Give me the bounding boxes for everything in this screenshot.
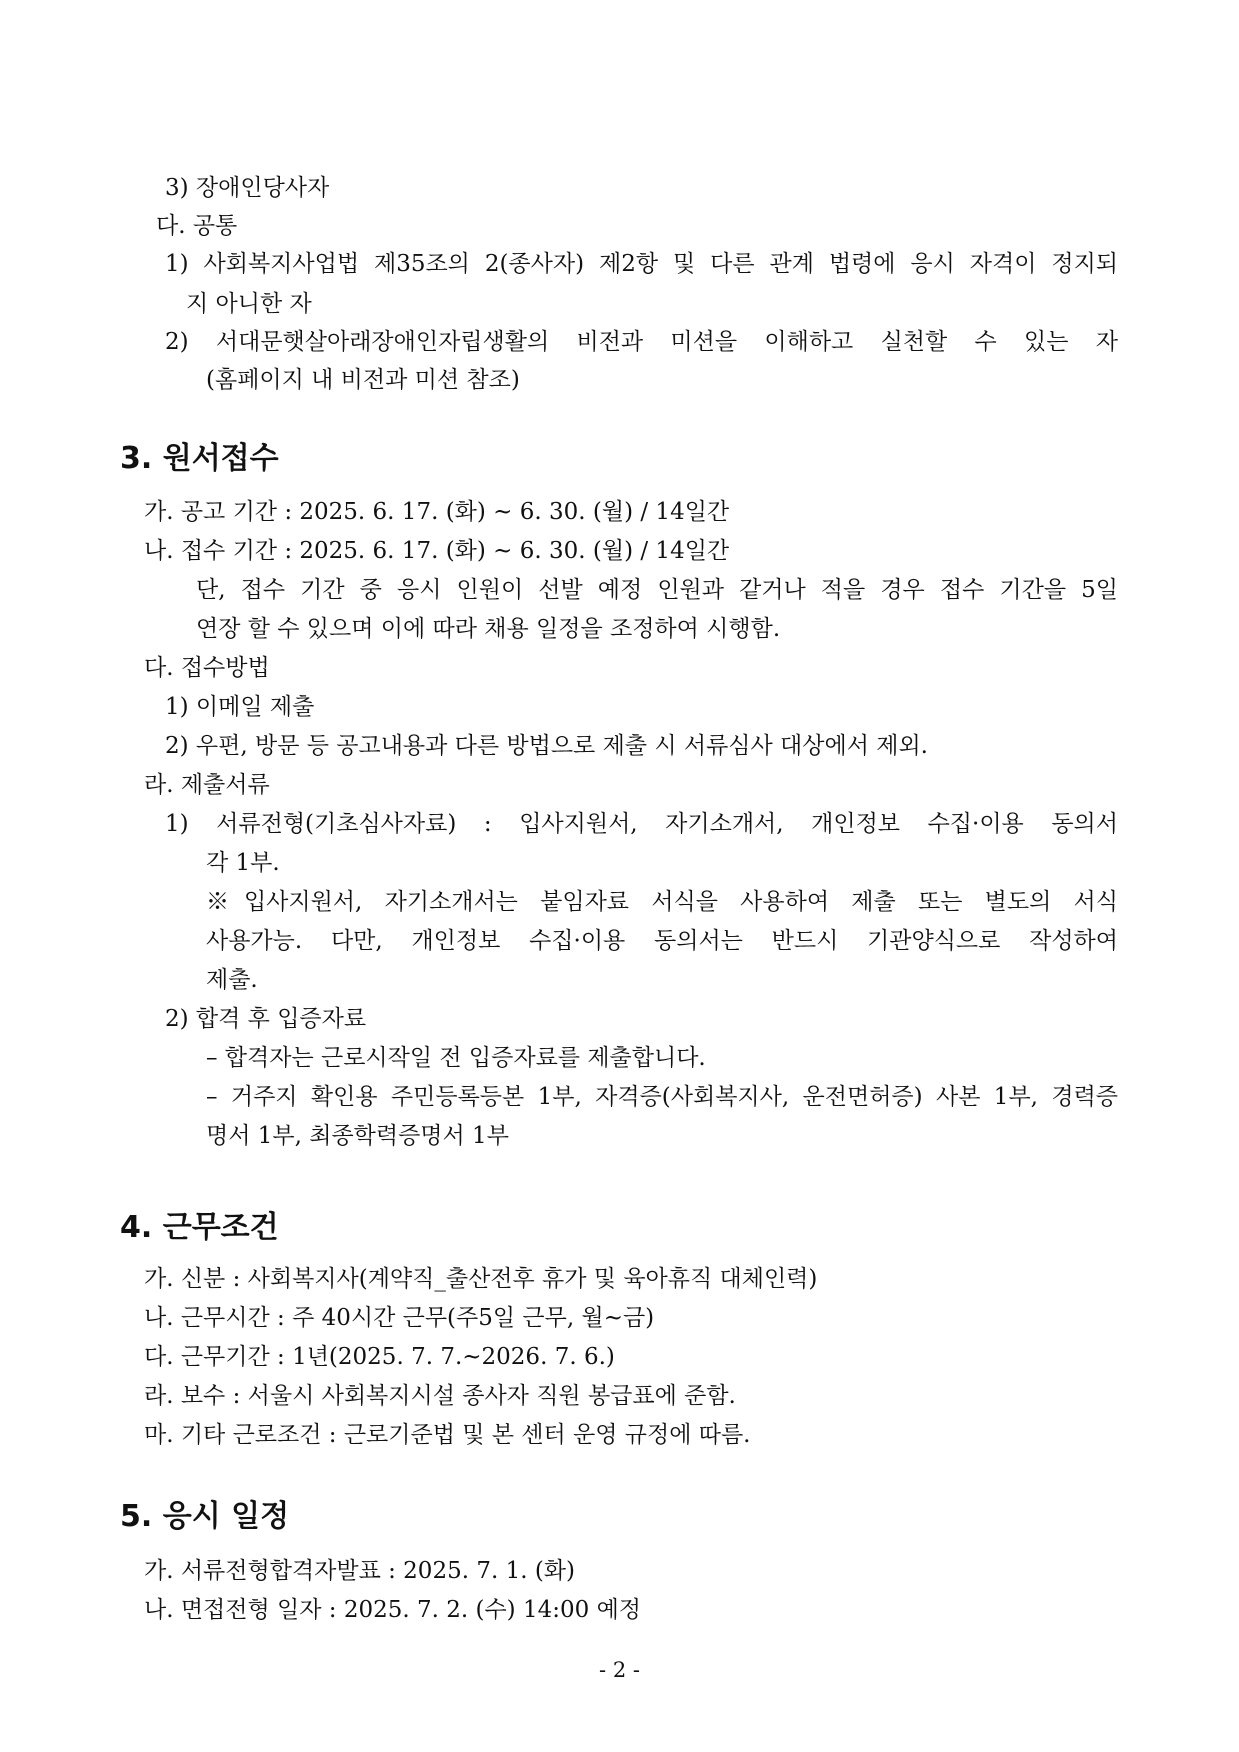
section-title: 4. 근무조건	[120, 1210, 279, 1245]
sub-heading: 라. 제출서류	[144, 772, 270, 798]
dash-item: – 합격자는 근로시작일 전 입증자료를 제출합니다.	[206, 1045, 706, 1071]
list-item: 가. 공고 기간 : 2025. 6. 17. (화) ~ 6. 30. (월) / 14일간	[144, 499, 730, 525]
note-text: 제출.	[206, 967, 258, 993]
list-item: 라. 보수 : 서울시 사회복지시설 종사자 직원 봉급표에 준함.	[144, 1383, 736, 1409]
list-item: 다. 근무기간 : 1년(2025. 7. 7.~2026. 7. 6.)	[144, 1344, 615, 1370]
list-item: 나. 면접전형 일자 : 2025. 7. 2. (수) 14:00 예정	[144, 1597, 642, 1623]
section-title: 3. 원서접수	[120, 441, 279, 476]
dash-item-continued: 명서 1부, 최종학력증명서 1부	[206, 1123, 509, 1149]
list-item: 가. 서류전형합격자발표 : 2025. 7. 1. (화)	[144, 1558, 576, 1584]
note-text: 연장 할 수 있으며 이에 따라 채용 일정을 조정하여 시행함.	[196, 616, 781, 642]
list-item: 1) 사회복지사업법 제35조의 2(종사자) 제2항 및 다른 관계 법령에 응시 자격이 정지되	[165, 251, 1118, 277]
list-item: 2) 서대문햇살아래장애인자립생활의 비전과 미션을 이해하고 실천할 수 있는 자	[165, 329, 1118, 355]
list-item: 1) 이메일 제출	[165, 694, 315, 720]
section-title: 5. 응시 일정	[120, 1499, 290, 1534]
dash-item: – 거주지 확인용 주민등록등본 1부, 자격증(사회복지사, 운전면허증) 사본 1부, 경력증	[206, 1084, 1118, 1110]
list-item-continued: 각 1부.	[206, 850, 280, 876]
list-item: 가. 신분 : 사회복지사(계약직_출산전후 휴가 및 육아휴직 대체인력)	[144, 1266, 818, 1292]
list-item: 나. 접수 기간 : 2025. 6. 17. (화) ~ 6. 30. (월) / 14일간	[144, 538, 730, 564]
list-item: 2) 합격 후 입증자료	[165, 1006, 367, 1032]
sub-heading: 다. 접수방법	[144, 655, 270, 681]
note-text: 사용가능. 다만, 개인정보 수집·이용 동의서는 반드시 기관양식으로 작성하여	[206, 928, 1118, 954]
list-item-continued: (홈페이지 내 비전과 미션 참조)	[206, 367, 520, 393]
list-item: 3) 장애인당사자	[165, 175, 330, 201]
note-text: ※입사지원서, 자기소개서는 붙임자료 서식을 사용하여 제출 또는 별도의 서식	[206, 889, 1118, 915]
list-item: 1) 서류전형(기초심사자료) : 입사지원서, 자기소개서, 개인정보 수집·이용 동의서	[165, 811, 1118, 837]
list-item: 2) 우편, 방문 등 공고내용과 다른 방법으로 제출 시 서류심사 대상에서 제외.	[165, 733, 928, 759]
list-item: 마. 기타 근로조건 : 근로기준법 및 본 센터 운영 규정에 따름.	[144, 1422, 751, 1448]
list-item-continued: 지 아니한 자	[186, 291, 312, 317]
note-text: 단, 접수 기간 중 응시 인원이 선발 예정 인원과 같거나 적을 경우 접수 기간을 5일	[196, 577, 1118, 603]
page-number: - 2 -	[599, 1658, 640, 1682]
list-item: 나. 근무시간 : 주 40시간 근무(주5일 근무, 월~금)	[144, 1305, 655, 1331]
sub-heading: 다. 공통	[156, 213, 238, 239]
